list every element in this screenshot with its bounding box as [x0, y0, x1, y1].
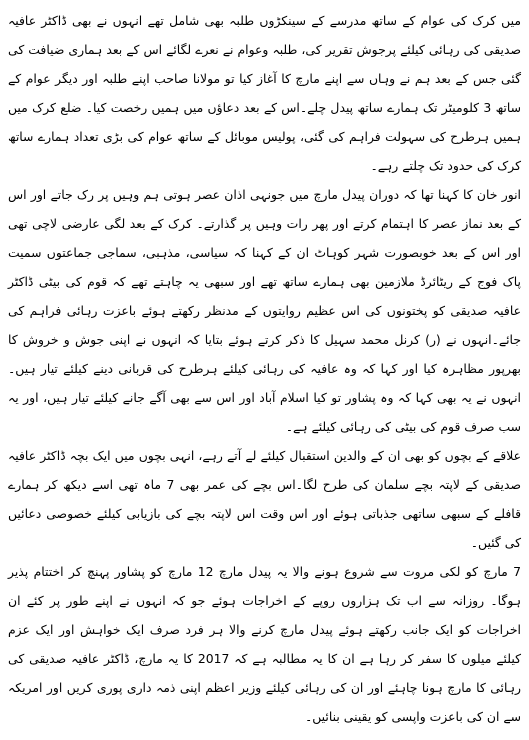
- article-paragraph-2: انور خان کا کہنا تھا کہ دوران پیدل مارچ میں جونہی اذان عصر ہوتی ہم وہیں پر رک جاتے اور اس کے بعد نماز عصر کا اہتمام کرتے اور پھر رات وہیں پر گذارتے۔ کرک کے بعد لگی عارضی لاچی تھی اور اس کے بعد خوبصورت شہر کوہاٹ ان کے کہنا کہ سیاسی، مذہبی، سماجی جماعتوں سمیت پاک فوج کے ریٹائرڈ ملازمین بھی ہمارے ساتھ تھے اور سبھی یہ چاہتے تھے کہ قوم کی بیٹی ڈاکٹر عافیہ صدیقی کو پختونوں کی اس عظیم روایتوں کے مدنظر رکھتے ہوئے باعزت رہائی فراہم کی جائے۔انہوں نے (ر) کرنل محمد سہیل کا ذکر کرتے ہوئے بتایا کہ انہوں نے اپنی جوش و خروش کا بھرپور مظاہرہ کیا اور کہا کہ وہ عافیہ کی رہائی کیلئے ہرطرح کی قربانی دینے کیلئے تیار ہیں۔انہوں نے یہ بھی کہا کہ وہ پشاور تو کیا اسلام آباد اور اس سے بھی آگے جانے کیلئے تیار ہیں، اور یہ سب صرف قوم کی بیٹی کی رہائی کیلئے ہے۔: [8, 187, 521, 434]
- article-paragraph-3: علاقے کے بچوں کو بھی ان کے والدین استقبال کیلئے لے آتے رہے، انہی بچوں میں ایک بچہ ڈاکٹر عافیہ صدیقی کے لاپتہ بچے سلمان کی طرح لگا۔اس بچے کی عمر بھی 7 ماہ تھی اسے دیکھ کر ہمارے قافلے کے سبھی ساتھی جذباتی ہوئے اور اس وقت اس لاپتہ بچے کی بازیابی کیلئے خصوصی دعائیں کی گئیں۔: [8, 448, 521, 550]
- article-paragraph-1: میں کرک کی عوام کے ساتھ مدرسے کے سینکڑوں طلبہ بھی شامل تھے انہوں نے بھی ڈاکٹر عافیہ صدیقی کی رہائی کیلئے پرجوش تقریر کی، طلبہ وعوام نے نعرے لگائے اس کے بعد ہماری ضیافت کی گئی جس کے بعد ہم نے وہاں سے اپنے مارچ کا آغاز کیا تو مولانا صاحب اپنے طلبہ اور دیگر عوام کے ساتھ 3 کلومیٹر تک ہمارے ساتھ پیدل چلے۔اس کے بعد دعاؤں میں ہمیں رخصت کیا۔ ضلع کرک میں ہمیں ہرطرح کی سہولت فراہم کی گئی، پولیس موبائل کے ساتھ عوام کی بڑی تعداد ہمارے ساتھ کرک کی حدود تک چلتے رہے۔: [8, 13, 522, 173]
- article-paragraph-4: 7 مارچ کو لکی مروت سے شروع ہونے والا یہ پیدل مارچ 12 مارچ کو پشاور پہنچ کر اختتام پذیر ہوگا۔ روزانہ سے اب تک ہزاروں روپے کے اخراجات ہوئے جو کہ انہوں نے اپنے طور پر کئے ان اخراجات کو ایک جانب رکھتے ہوئے پیدل مارچ کرنے والا ہر فرد صرف ایک خواہش اور ایک عزم کیلئے میلوں کا سفر کر رہا ہے ان کا یہ مطالبہ ہے کہ 2017 کا یہ مارچ، ڈاکٹر عافیہ صدیقی کی رہائی کا مارچ ہونا چاہئے اور ان کی رہائی کیلئے وزیر اعظم اپنی ذمہ داری پوری کریں اور امریکہ سے ان کی باعزت واپسی کو یقینی بنائیں۔: [8, 564, 521, 724]
